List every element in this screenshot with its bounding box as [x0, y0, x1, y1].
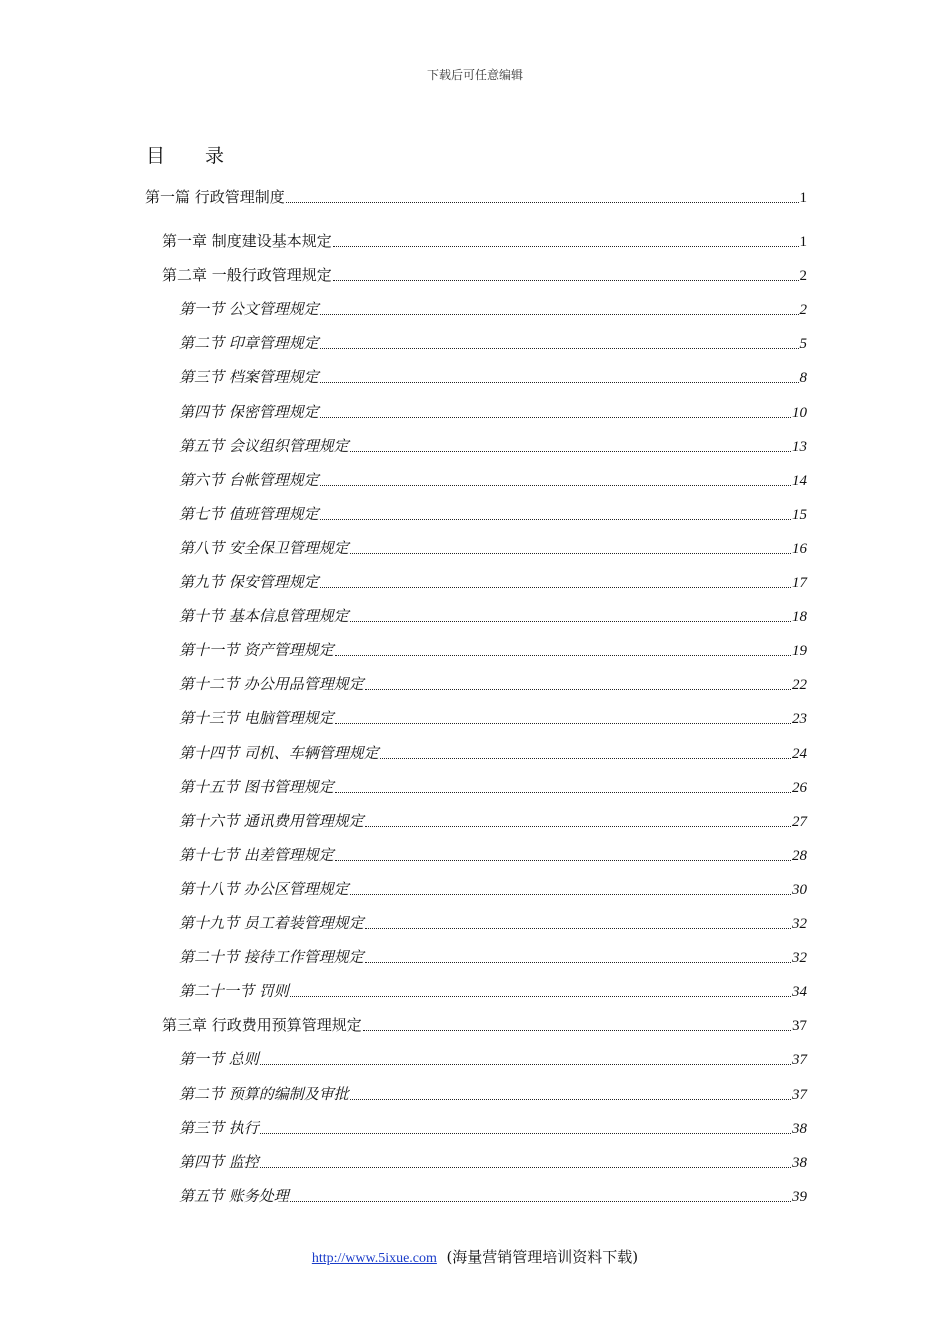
toc-entry-label: 第一节 总则 — [179, 1050, 259, 1069]
toc-entry[interactable] — [179, 742, 807, 764]
toc-entry-page: 1 — [799, 190, 807, 206]
toc-entry-leader — [320, 485, 791, 486]
toc-entry-label: 第六节 台帐管理规定 — [179, 470, 319, 489]
toc-entry-leader — [333, 280, 799, 281]
toc-entry-label: 第十节 基本信息管理规定 — [179, 607, 349, 626]
footer-text: (海量营销管理培训资料下载) — [446, 1248, 639, 1266]
toc-entry-leader — [350, 621, 791, 622]
toc-entry-page: 39 — [792, 1188, 807, 1205]
toc-entry-label: 第三节 档案管理规定 — [179, 368, 319, 387]
toc-entry[interactable] — [179, 673, 807, 695]
toc-entry-leader — [363, 1030, 791, 1031]
toc-entry[interactable] — [179, 1185, 807, 1207]
toc-entry[interactable] — [162, 230, 807, 252]
toc-entry-leader — [320, 348, 799, 349]
toc-entry-label: 第二十节 接待工作管理规定 — [179, 948, 364, 967]
toc-entry-leader — [320, 382, 799, 383]
toc-entry-label: 第十三节 电脑管理规定 — [179, 709, 334, 728]
toc-entry-leader — [335, 655, 791, 656]
toc-entry-leader — [380, 758, 791, 759]
toc-entry-leader — [333, 246, 799, 247]
toc-entry-label: 第五节 会议组织管理规定 — [179, 436, 349, 455]
footer-link[interactable]: http://www.5ixue.com — [311, 1251, 437, 1266]
toc-entry-leader — [365, 962, 791, 963]
toc-entry[interactable] — [179, 469, 807, 491]
toc-entry-page: 32 — [792, 916, 807, 932]
toc-entry-page: 37 — [792, 1052, 807, 1069]
toc-entry[interactable] — [179, 1048, 807, 1070]
toc-entry-page: 38 — [792, 1120, 807, 1137]
toc-entry-leader — [260, 1064, 791, 1065]
toc-entry-page: 37 — [792, 1086, 807, 1103]
toc-entry-page: 28 — [792, 847, 807, 864]
toc-entry[interactable] — [179, 980, 807, 1002]
toc-entry-page: 24 — [792, 745, 807, 762]
toc-entry-leader — [335, 860, 791, 861]
toc-entry-label: 第八节 安全保卫管理规定 — [179, 538, 349, 557]
toc-entry[interactable] — [179, 810, 807, 832]
toc-entry-page: 23 — [792, 711, 807, 728]
toc-entry-page: 2 — [799, 268, 807, 285]
toc-title-part1: 目 — [146, 145, 166, 167]
toc-entry-leader — [335, 723, 791, 724]
toc-entry-leader — [290, 996, 791, 997]
toc-entry-page: 18 — [792, 609, 807, 626]
toc-entry-leader — [335, 792, 791, 793]
toc-entry[interactable] — [179, 537, 807, 559]
toc-entry-page: 2 — [799, 302, 807, 319]
toc-entry[interactable] — [179, 503, 807, 525]
toc-entry[interactable] — [179, 298, 807, 320]
toc-entry-leader — [290, 1201, 791, 1202]
toc-entry-page: 5 — [799, 336, 807, 353]
toc-entry-page: 38 — [792, 1154, 807, 1171]
toc-entry-leader — [260, 1133, 791, 1134]
toc-entry-label: 第十一节 资产管理规定 — [179, 641, 334, 660]
toc-entry-leader — [350, 553, 791, 554]
toc-entry-leader — [350, 894, 791, 895]
toc-entry-label: 第十七节 出差管理规定 — [179, 845, 334, 864]
toc-entry-page: 19 — [792, 643, 807, 660]
toc-entry-label: 第七节 值班管理规定 — [179, 504, 319, 523]
toc-entry[interactable] — [162, 264, 807, 286]
toc-entry[interactable] — [179, 946, 807, 968]
toc-entry-leader — [350, 1099, 791, 1100]
toc-entry[interactable] — [179, 1117, 807, 1139]
toc-entry[interactable] — [179, 912, 807, 934]
toc-entry-leader — [260, 1167, 791, 1168]
toc-entry-page: 27 — [792, 813, 807, 830]
toc-entry-page: 1 — [799, 234, 807, 250]
toc-entry-page: 17 — [792, 575, 807, 591]
toc-title — [146, 141, 224, 168]
page-footer — [0, 1246, 950, 1267]
toc-entry[interactable] — [145, 186, 807, 208]
toc-entry-label: 第十六节 通讯费用管理规定 — [179, 811, 364, 830]
toc-entry-leader — [320, 519, 791, 520]
toc-entry-label: 第四节 监控 — [179, 1152, 259, 1171]
toc-entry[interactable] — [179, 878, 807, 900]
toc-entry-label: 第九节 保安管理规定 — [179, 573, 319, 591]
toc-entry-page: 14 — [792, 472, 807, 489]
toc-title-part2: 录 — [205, 145, 225, 167]
page-header: 下载后可任意编辑 — [426, 68, 523, 82]
toc-entry-label: 第二十一节 罚则 — [179, 982, 289, 1001]
toc-entry-leader — [365, 826, 791, 827]
toc-entry-page: 8 — [799, 370, 807, 387]
toc-entry-label: 第二章 一般行政管理规定 — [162, 266, 332, 285]
toc-entry-page: 34 — [792, 984, 807, 1001]
toc-entry[interactable] — [179, 366, 807, 388]
toc-entry-label: 第二节 预算的编制及审批 — [179, 1084, 349, 1103]
toc-entry[interactable] — [179, 1151, 807, 1173]
toc-entry-leader — [365, 689, 791, 690]
toc-entry[interactable] — [179, 401, 807, 423]
toc-entry[interactable] — [179, 639, 807, 661]
toc-entry[interactable] — [179, 332, 807, 354]
toc-entry-page: 10 — [792, 404, 807, 421]
toc-entry[interactable] — [179, 605, 807, 627]
toc-entry[interactable] — [179, 435, 807, 457]
toc-entry-leader — [286, 202, 799, 203]
toc-entry-label: 第五节 账务处理 — [179, 1186, 289, 1205]
toc-entry-label: 第十二节 办公用品管理规定 — [179, 675, 364, 694]
toc-entry-label: 第十九节 员工着装管理规定 — [179, 914, 364, 932]
toc-entry-leader — [320, 314, 799, 315]
toc-entry-label: 第三节 执行 — [179, 1118, 259, 1137]
toc-entry-leader — [365, 928, 791, 929]
toc-entry[interactable] — [179, 844, 807, 866]
toc-entry-page: 22 — [792, 677, 807, 694]
toc-entry-page: 15 — [792, 506, 807, 523]
toc-entry-label: 第十八节 办公区管理规定 — [179, 879, 349, 898]
toc-entry[interactable] — [179, 1083, 807, 1105]
toc-entry-label: 第一章 制度建设基本规定 — [162, 232, 332, 250]
toc-entry-label: 第一节 公文管理规定 — [179, 300, 319, 319]
toc-entry-label: 第一篇 行政管理制度 — [145, 188, 285, 206]
toc-entry-label: 第十四节 司机、车辆管理规定 — [179, 743, 379, 762]
toc-entry-page: 30 — [792, 881, 807, 898]
toc-entry-page: 16 — [792, 540, 807, 557]
toc-entry-page: 32 — [792, 950, 807, 967]
toc-entry-page: 13 — [792, 438, 807, 455]
toc-entry-leader — [320, 417, 791, 418]
toc-entry-page: 26 — [792, 779, 807, 796]
toc-entry-label: 第三章 行政费用预算管理规定 — [162, 1016, 362, 1035]
toc-entry[interactable] — [179, 571, 807, 593]
toc-entry-leader — [320, 587, 791, 588]
toc-entry[interactable] — [179, 776, 807, 798]
toc-entry[interactable] — [179, 707, 807, 729]
toc-entry-label: 第四节 保密管理规定 — [179, 402, 319, 421]
toc-entry-page: 37 — [792, 1018, 807, 1035]
toc-entry-label: 第二节 印章管理规定 — [179, 334, 319, 353]
toc-entry-leader — [350, 451, 791, 452]
toc-entry[interactable] — [162, 1014, 807, 1036]
toc-entry-label: 第十五节 图书管理规定 — [179, 777, 334, 796]
